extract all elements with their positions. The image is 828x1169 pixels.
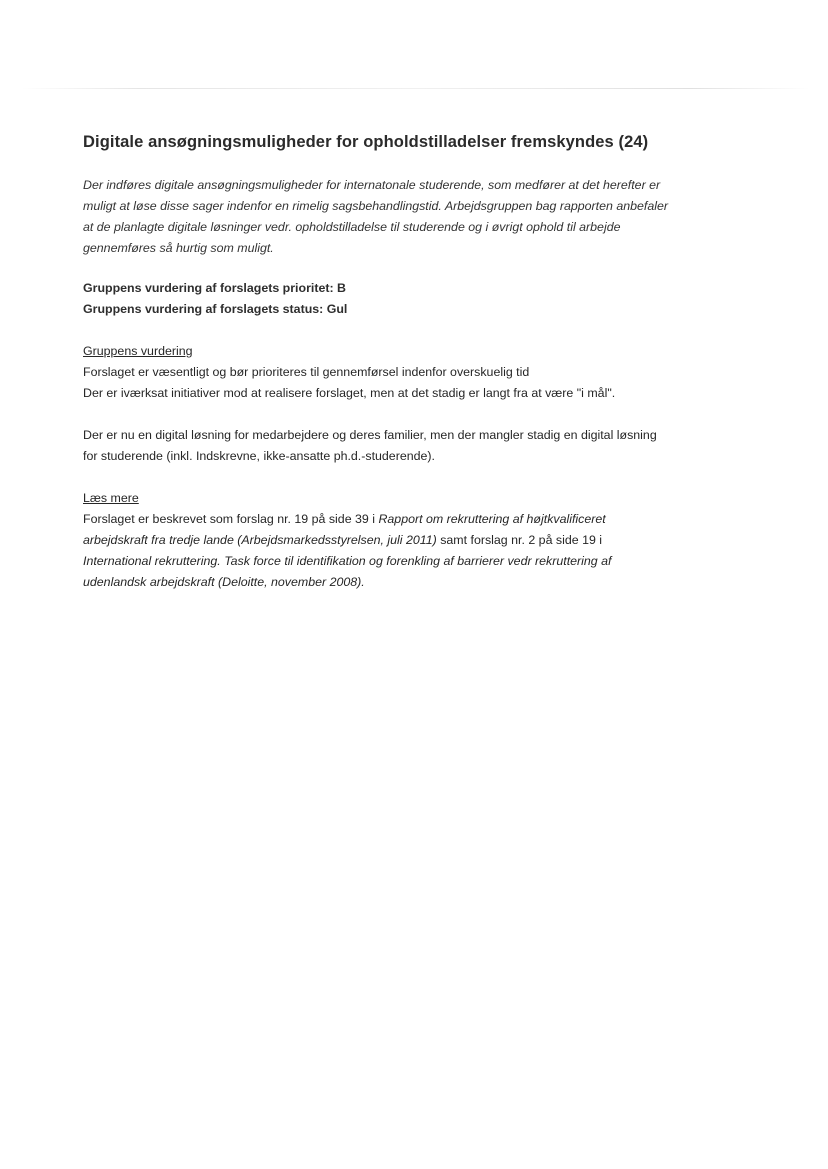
read-more-heading: Læs mere	[83, 491, 139, 505]
intro-paragraph	[83, 175, 733, 259]
assessment-line: Forslaget er væsentligt og bør prioriteres til gennemførsel indenfor overskuelig tid	[83, 365, 530, 379]
note-section	[83, 425, 733, 467]
priority-line: Gruppens vurdering af forslagets prioritet: B	[83, 281, 346, 295]
assessment-summary	[83, 278, 733, 320]
read-more-text: samt forslag nr. 2 på side 19 i	[436, 533, 603, 547]
status-line: Gruppens vurdering af forslagets status: Gul	[83, 302, 348, 316]
assessment-line: Der er iværksat initiativer mod at realisere forslaget, men at det stadig er langt fra at være "i mål".	[83, 386, 616, 400]
document-content	[83, 131, 733, 593]
report-reference: International rekruttering. Task force til identifikation og forenkling af barrierer vedr rekruttering af	[83, 554, 612, 568]
report-reference: Rapport om rekruttering af højtkvalificeret	[378, 512, 606, 526]
intro-line: muligt at løse disse sager indenfor en rimelig sagsbehandlingstid. Arbejdsgruppen bag rapporten anbefaler	[83, 199, 669, 213]
note-line: for studerende (inkl. Indskrevne, ikke-ansatte ph.d.-studerende).	[83, 449, 435, 463]
note-line: Der er nu en digital løsning for medarbejdere og deres familier, men der mangler stadig en digital løsning	[83, 428, 657, 442]
intro-line: gennemføres så hurtig som muligt.	[83, 241, 274, 255]
read-more-text: Forslaget er beskrevet som forslag nr. 19 på side 39 i	[83, 512, 379, 526]
intro-line: Der indføres digitale ansøgningsmuligheder for internatonale studerende, som medfører at det herefter er	[83, 178, 661, 192]
intro-line: at de planlagte digitale løsninger vedr. opholdstilladelse til studerende og i øvrigt ophold til arbejde	[83, 220, 621, 234]
report-reference: arbejdskraft fra tredje lande (Arbejdsmarkedsstyrelsen, juli 2011)	[83, 533, 437, 547]
document-title: Digitale ansøgningsmuligheder for opholdstilladelser fremskyndes (24)	[83, 133, 649, 151]
scan-artifact-line	[20, 88, 810, 89]
read-more-line	[83, 530, 733, 551]
report-reference: udenlandsk arbejdskraft (Deloitte, november 2008).	[83, 575, 365, 589]
assessment-section	[83, 341, 733, 404]
read-more-line	[83, 509, 733, 530]
assessment-heading: Gruppens vurdering	[83, 344, 193, 358]
read-more-section	[83, 488, 733, 593]
